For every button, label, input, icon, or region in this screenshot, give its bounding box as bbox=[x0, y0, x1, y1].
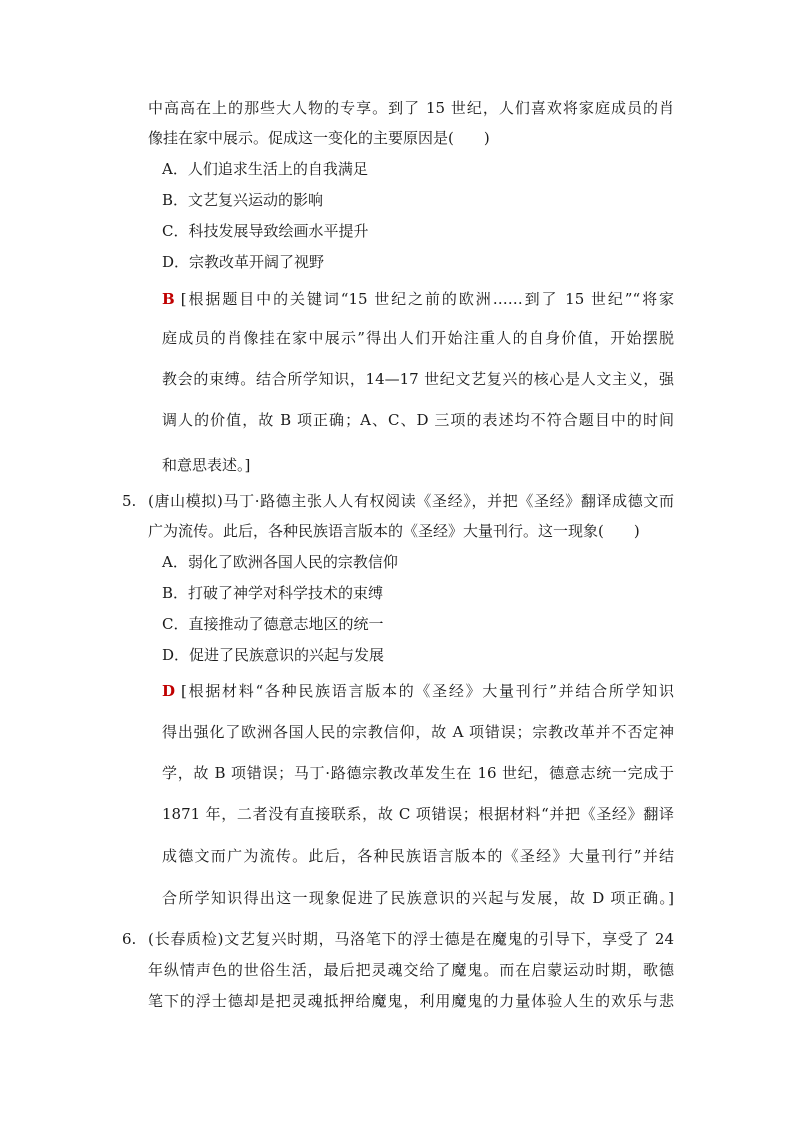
q6-number: 6. bbox=[122, 930, 137, 948]
q4-option-c: C．科技发展导致绘画水平提升 bbox=[162, 222, 369, 240]
q5-analysis-line-4: 1871 年，二者没有直接联系，故 C 项错误；根据材料“并把《圣经》翻译 bbox=[162, 805, 674, 823]
q4-option-d: D．宗教改革开阔了视野 bbox=[162, 253, 325, 271]
q5-analysis-line-3: 学，故 B 项错误；马丁·路德宗教改革发生在 16 世纪，德意志统一完成于 bbox=[162, 764, 674, 782]
q5-analysis-line-1: [根据材料“各种民族语言版本的《圣经》大量刊行”并结合所学知识 bbox=[181, 682, 674, 700]
q5-answer-letter: D bbox=[162, 682, 176, 700]
q4-option-a: A．人们追求生活上的自我满足 bbox=[162, 160, 368, 178]
q4-option-b: B．文艺复兴运动的影响 bbox=[162, 191, 324, 209]
q4-analysis-line-5: 和意思表述。] bbox=[162, 456, 251, 474]
q6-stem-first-line bbox=[122, 929, 674, 949]
q5-stem-first-line bbox=[122, 491, 674, 511]
q5-stem-line-1: (唐山模拟)马丁·路德主张人人有权阅读《圣经》，并把《圣经》翻译成德文而 bbox=[148, 492, 674, 510]
q5-analysis-first-line bbox=[162, 681, 674, 701]
q5-analysis-line-5: 成德文而广为流传。此后，各种民族语言版本的《圣经》大量刊行”并结 bbox=[162, 847, 674, 865]
q5-option-b: B．打破了神学对科学技术的束缚 bbox=[162, 584, 384, 602]
q4-analysis-first-line bbox=[162, 289, 674, 309]
q4-stem-line-2: 像挂在家中展示。促成这一变化的主要原因是( ) bbox=[148, 129, 490, 147]
q5-stem-line-2: 广为流传。此后，各种民族语言版本的《圣经》大量刊行。这一现象( ) bbox=[148, 522, 640, 540]
q4-analysis-line-2: 庭成员的肖像挂在家中展示”得出人们开始注重人的自身价值，开始摆脱 bbox=[162, 329, 674, 347]
q5-number: 5. bbox=[122, 492, 137, 510]
q4-stem-line-1: 中高高在上的那些大人物的专享。到了 15 世纪，人们喜欢将家庭成员的肖 bbox=[148, 99, 674, 117]
q4-analysis-line-4: 调人的价值，故 B 项正确；A、C、D 三项的表述均不符合题目中的时间 bbox=[162, 411, 674, 429]
q4-analysis-line-3: 教会的束缚。结合所学知识，14—17 世纪文艺复兴的核心是人文主义，强 bbox=[162, 370, 674, 388]
q4-analysis-line-1: [根据题目中的关键词“15 世纪之前的欧洲……到了 15 世纪”“将家 bbox=[180, 290, 674, 308]
q5-option-d: D．促进了民族意识的兴起与发展 bbox=[162, 646, 385, 664]
q5-analysis-line-2: 得出强化了欧洲各国人民的宗教信仰，故 A 项错误；宗教改革并不否定神 bbox=[162, 723, 674, 741]
q6-stem-line-2: 年纵情声色的世俗生活，最后把灵魂交给了魔鬼。而在启蒙运动时期，歌德 bbox=[148, 961, 674, 979]
q6-stem-line-1: (长春质检)文艺复兴时期，马洛笔下的浮士德是在魔鬼的引导下，享受了 24 bbox=[148, 930, 674, 948]
q5-option-a: A．弱化了欧洲各国人民的宗教信仰 bbox=[162, 553, 398, 571]
q5-analysis-line-6: 合所学知识得出这一现象促进了民族意识的兴起与发展，故 D 项正确。] bbox=[162, 889, 674, 907]
q4-answer-letter: B bbox=[162, 290, 175, 308]
q6-stem-line-3: 笔下的浮士德却是把灵魂抵押给魔鬼，利用魔鬼的力量体验人生的欢乐与悲 bbox=[148, 992, 674, 1010]
q5-option-c: C．直接推动了德意志地区的统一 bbox=[162, 615, 384, 633]
